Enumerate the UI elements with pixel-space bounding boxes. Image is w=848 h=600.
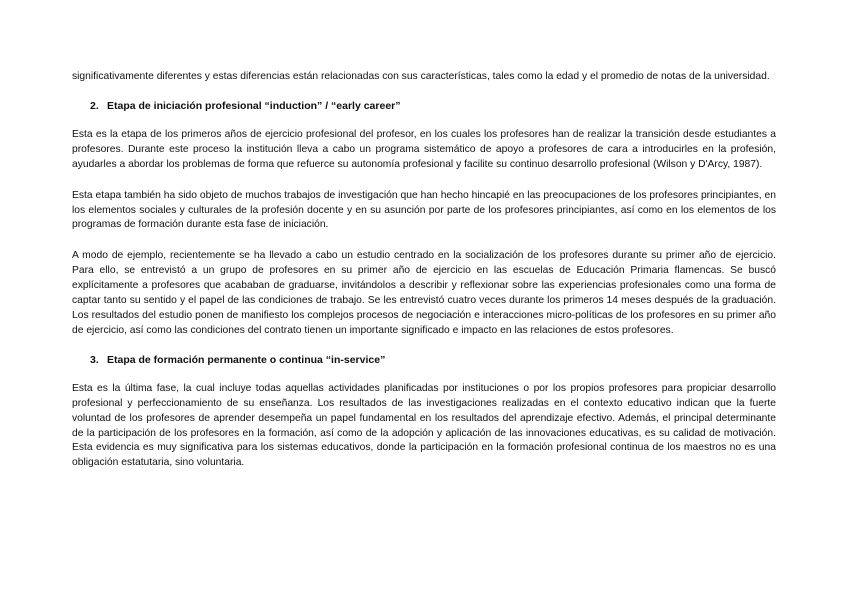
section-title: Etapa de formación permanente o continua “in-service” bbox=[107, 353, 386, 366]
section-number: 2. bbox=[90, 99, 99, 112]
paragraph-continuation: significativamente diferentes y estas diferencias están relacionadas con sus características, tales como la edad y el promedio de notas de la universidad. bbox=[72, 71, 770, 82]
section-heading-2 bbox=[72, 99, 776, 114]
section-number: 3. bbox=[90, 353, 99, 366]
section-heading-3 bbox=[72, 353, 776, 368]
paragraph-inservice: Esta es la última fase, la cual incluye todas aquellas actividades planificadas por instituciones o por los propios profesores para propiciar desarrollo profesional y perfeccionamiento de su enseñanza. Los resultados de las investigaciones realizadas en el contexto educativo indican que la fuerte voluntad de los profesores de aprender desempeña un papel fundamental en los resultados del aprendizaje efectivo. Además, el principal determinante de la participación de los profesores en la formación, así como de la adopción y aplicación de las innovaciones educativas, es su calidad de motivación. Esta evidencia es muy significativa para los sistemas educativos, donde la participación en la formación profesional continua de los maestros no es una obligación estatutaria, sino voluntaria. bbox=[72, 382, 776, 469]
paragraph-induction-research: Esta etapa también ha sido objeto de muchos trabajos de investigación que han hecho hincapié en las preocupaciones de los profesores principiantes, en los elementos sociales y culturales de la profesión docente y en su asunción por parte de los profesores principiantes, así como en los elementos de los programas de formación durante esta fase de iniciación. bbox=[72, 189, 776, 231]
document-page bbox=[72, 70, 776, 471]
paragraph-induction-intro: Esta es la etapa de los primeros años de ejercicio profesional del profesor, en los cuales los profesores han de realizar la transición desde estudiantes a profesores. Durante este proceso la institución lleva a cabo un programa sistemático de apoyo a profesores de cara a introducirles en la profesión, ayudarles a abordar los problemas de forma que refuerce su autonomía profesional y facilite su continuo desarrollo profesional (Wilson y D'Arcy, 1987). bbox=[72, 128, 776, 170]
section-title: Etapa de iniciación profesional “induction” / “early career” bbox=[107, 99, 401, 112]
paragraph-induction-example: A modo de ejemplo, recientemente se ha llevado a cabo un estudio centrado en la socialización de los profesores durante su primer año de ejercicio. Para ello, se entrevistó a un grupo de profesores en su primer año de ejercicio en las escuelas de Educación Primaria flamencas. Se buscó explícitamente a profesores que acababan de graduarse, invitándolos a describir y reflexionar sobre las experiencias profesionales como una forma de captar tanto su sentido y el papel de las condiciones de trabajo. Se les entrevistó cuatro veces durante los primeros 14 meses después de la graduación. Los resultados del estudio ponen de manifiesto los complejos procesos de negociación e interacciones micro-políticas de los profesores en su primer año de ejercicio, así como las condiciones del contrato tienen un importante significado e impacto en las relaciones de estos profesores. bbox=[72, 250, 776, 336]
